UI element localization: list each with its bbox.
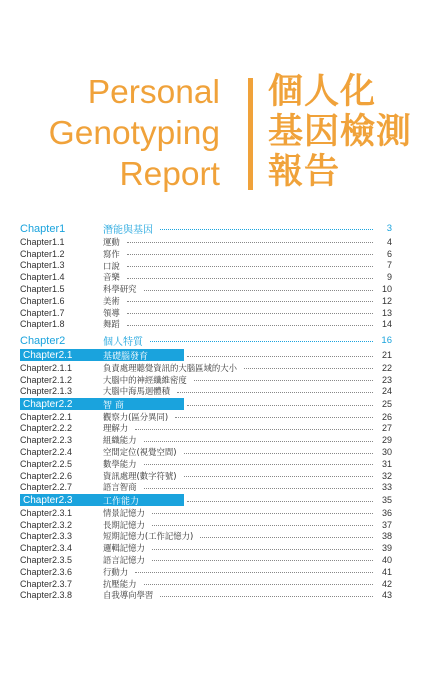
toc-item-title: 美術 xyxy=(103,295,120,306)
toc-dot-leader xyxy=(184,453,373,454)
toc-page-number: 29 xyxy=(381,435,392,446)
toc-item-title: 行動力 xyxy=(103,566,129,577)
toc-page-number: 38 xyxy=(381,531,392,542)
toc-dot-leader xyxy=(150,341,373,342)
toc-item-title: 舞蹈 xyxy=(103,319,120,330)
toc-page-number: 21 xyxy=(381,350,392,361)
toc-section-title: 基礎腦發育 xyxy=(103,351,149,362)
toc-item-row[interactable] xyxy=(20,236,392,248)
toc-item-row[interactable] xyxy=(20,578,392,590)
toc-item-number: Chapter2.3.1 xyxy=(20,507,73,518)
toc-dot-leader xyxy=(152,560,373,561)
toc-dot-leader xyxy=(200,537,373,538)
toc-item-row[interactable] xyxy=(20,385,392,397)
toc-page-number: 36 xyxy=(381,507,392,518)
toc-page-number: 41 xyxy=(381,566,392,577)
toc-dot-leader xyxy=(244,368,373,369)
toc-page-number: 32 xyxy=(381,470,392,481)
toc-item-title: 觀察力(區分異同) xyxy=(103,411,169,422)
toc-item-title: 短期記憶力(工作記憶力) xyxy=(103,531,194,542)
toc-page-number: 24 xyxy=(381,386,392,397)
toc-chapter-title: 個人特質 xyxy=(103,337,143,349)
toc-dot-leader xyxy=(127,301,373,302)
toc-item-title: 抗壓能力 xyxy=(103,578,137,589)
toc-item-number: Chapter1.6 xyxy=(20,295,65,306)
toc-dot-leader xyxy=(127,242,373,243)
toc-item-row[interactable] xyxy=(20,589,392,601)
toc-page-number: 14 xyxy=(381,319,392,330)
toc-item-number: Chapter1.8 xyxy=(20,319,65,330)
toc-dot-leader xyxy=(152,549,373,550)
toc-page-number: 33 xyxy=(381,482,392,493)
toc-page-number: 40 xyxy=(381,554,392,565)
toc-item-number: Chapter2.2.4 xyxy=(20,447,73,458)
toc-section-number: Chapter2.2 xyxy=(23,398,73,410)
title-zh-line-2: 基因檢測 xyxy=(268,112,413,152)
toc-item-title: 邏輯記憶力 xyxy=(103,543,145,554)
toc-item-number: Chapter1.1 xyxy=(20,236,65,247)
toc-dot-leader xyxy=(152,525,373,526)
toc-item-row[interactable] xyxy=(20,248,392,260)
toc-item-number: Chapter2.3.6 xyxy=(20,566,73,577)
toc-chapter-row[interactable] xyxy=(20,333,392,348)
toc-dot-leader xyxy=(187,356,373,357)
toc-item-number: Chapter1.3 xyxy=(20,260,65,271)
toc-dot-leader xyxy=(152,513,373,514)
toc-item-row[interactable] xyxy=(20,530,392,542)
toc-dot-leader xyxy=(187,405,373,406)
toc-item-title: 科學研究 xyxy=(103,284,137,295)
toc-dot-leader xyxy=(127,325,373,326)
title-divider-bar xyxy=(248,78,253,190)
toc-dot-leader xyxy=(187,501,373,502)
toc-page-number: 10 xyxy=(381,284,392,295)
toc-item-row[interactable] xyxy=(20,554,392,566)
toc-dot-leader xyxy=(144,488,374,489)
toc-item-row[interactable] xyxy=(20,470,392,482)
toc-item-row[interactable] xyxy=(20,319,392,331)
toc-item-number: Chapter2.2.2 xyxy=(20,423,73,434)
toc-page-number: 12 xyxy=(381,295,392,306)
title-en-line-1: Personal xyxy=(87,74,220,111)
toc-item-row[interactable] xyxy=(20,260,392,272)
toc-item-title: 理解力 xyxy=(103,423,129,434)
toc-page-number: 3 xyxy=(386,223,392,234)
table-of-contents xyxy=(20,221,392,601)
toc-dot-leader xyxy=(127,313,373,314)
toc-section-title: 工作能力 xyxy=(103,496,140,507)
toc-item-number: Chapter1.5 xyxy=(20,284,65,295)
toc-item-row[interactable] xyxy=(20,374,392,386)
toc-item-row[interactable] xyxy=(20,295,392,307)
toc-item-title: 自我導向學習 xyxy=(103,590,154,601)
toc-item-row[interactable] xyxy=(20,283,392,295)
toc-item-title: 語言智商 xyxy=(103,482,137,493)
toc-dot-leader xyxy=(127,266,373,267)
toc-chapter-row[interactable] xyxy=(20,221,392,236)
toc-section-row[interactable] xyxy=(20,493,392,507)
toc-item-row[interactable] xyxy=(20,566,392,578)
toc-page-number: 13 xyxy=(381,307,392,318)
toc-item-row[interactable] xyxy=(20,542,392,554)
toc-item-row[interactable] xyxy=(20,458,392,470)
toc-item-title: 負責處理聽覺資訊的大腦區域的大小 xyxy=(103,362,237,373)
toc-section-number: Chapter2.3 xyxy=(23,494,73,506)
toc-item-number: Chapter2.2.1 xyxy=(20,411,73,422)
toc-section-title: 智 商 xyxy=(103,400,124,411)
toc-item-number: Chapter2.3.7 xyxy=(20,578,73,589)
toc-dot-leader xyxy=(175,417,373,418)
toc-item-number: Chapter2.3.2 xyxy=(20,519,73,530)
title-en-line-3: Report xyxy=(119,156,220,193)
toc-dot-leader xyxy=(144,584,374,585)
toc-item-title: 寫作 xyxy=(103,248,120,259)
toc-item-title: 大腦中海馬迴體積 xyxy=(103,386,170,397)
toc-item-title: 音樂 xyxy=(103,272,120,283)
toc-chapter-number: Chapter2 xyxy=(20,334,66,347)
toc-item-number: Chapter2.2.3 xyxy=(20,435,73,446)
toc-section-highlight xyxy=(20,398,184,411)
toc-section-highlight xyxy=(20,349,184,362)
toc-dot-leader xyxy=(160,229,373,230)
toc-section-row[interactable] xyxy=(20,348,392,362)
toc-item-number: Chapter2.3.4 xyxy=(20,543,73,554)
toc-item-row[interactable] xyxy=(20,507,392,519)
toc-item-row[interactable] xyxy=(20,411,392,423)
toc-page-number: 37 xyxy=(381,519,392,530)
toc-dot-leader xyxy=(144,441,374,442)
toc-page-number: 31 xyxy=(381,458,392,469)
toc-page-number: 6 xyxy=(386,248,392,259)
toc-item-title: 運動 xyxy=(103,236,120,247)
toc-item-row[interactable] xyxy=(20,434,392,446)
toc-item-number: Chapter2.3.5 xyxy=(20,554,73,565)
toc-page-number: 42 xyxy=(381,578,392,589)
toc-item-title: 組織能力 xyxy=(103,435,137,446)
toc-page-number: 43 xyxy=(381,590,392,601)
toc-dot-leader xyxy=(160,596,373,597)
toc-page-number: 27 xyxy=(381,423,392,434)
toc-dot-leader xyxy=(177,392,373,393)
toc-item-title: 領導 xyxy=(103,307,120,318)
toc-item-number: Chapter2.1.1 xyxy=(20,362,73,373)
toc-item-number: Chapter2.3.8 xyxy=(20,590,73,601)
toc-dot-leader xyxy=(127,278,373,279)
toc-chapter-number: Chapter1 xyxy=(20,222,66,235)
toc-page-number: 25 xyxy=(381,399,392,410)
toc-page-number: 35 xyxy=(381,495,392,506)
toc-dot-leader xyxy=(144,290,374,291)
title-zh-line-3: 報告 xyxy=(268,152,341,192)
toc-item-title: 語言記憶力 xyxy=(103,554,145,565)
toc-item-row[interactable] xyxy=(20,307,392,319)
toc-dot-leader xyxy=(144,464,374,465)
toc-item-title: 長期記憶力 xyxy=(103,519,145,530)
report-title-english xyxy=(20,72,220,195)
toc-page-number: 39 xyxy=(381,543,392,554)
toc-item-number: Chapter1.4 xyxy=(20,272,65,283)
toc-item-title: 大腦中的神經纖維密度 xyxy=(103,374,187,385)
toc-item-number: Chapter2.2.6 xyxy=(20,470,73,481)
toc-page-number: 23 xyxy=(381,374,392,385)
toc-item-number: Chapter2.3.3 xyxy=(20,531,73,542)
toc-item-row[interactable] xyxy=(20,482,392,494)
toc-item-row[interactable] xyxy=(20,519,392,531)
toc-page-number: 4 xyxy=(386,236,392,247)
toc-page-number: 26 xyxy=(381,411,392,422)
toc-item-title: 資訊處理(數字符號) xyxy=(103,470,177,481)
toc-item-number: Chapter2.1.3 xyxy=(20,386,73,397)
toc-chapter-title: 潛能與基因 xyxy=(103,225,153,236)
toc-section-row[interactable] xyxy=(20,397,392,411)
title-zh-line-1: 個人化 xyxy=(268,72,377,112)
toc-page-number: 9 xyxy=(386,272,392,283)
toc-item-row[interactable] xyxy=(20,446,392,458)
toc-item-number: Chapter2.1.2 xyxy=(20,374,73,385)
report-title-chinese xyxy=(268,72,412,192)
toc-item-row[interactable] xyxy=(20,271,392,283)
toc-item-number: Chapter1.2 xyxy=(20,248,65,259)
toc-dot-leader xyxy=(127,254,373,255)
toc-dot-leader xyxy=(135,429,373,430)
toc-item-title: 口說 xyxy=(103,260,120,271)
toc-item-number: Chapter1.7 xyxy=(20,307,65,318)
toc-item-title: 空間定位(視覺空間) xyxy=(103,447,177,458)
toc-page-number: 22 xyxy=(381,362,392,373)
toc-dot-leader xyxy=(194,380,373,381)
toc-item-row[interactable] xyxy=(20,362,392,374)
toc-page-number: 7 xyxy=(386,260,392,271)
toc-item-number: Chapter2.2.5 xyxy=(20,458,73,469)
toc-item-title: 情景記憶力 xyxy=(103,507,145,518)
toc-section-number: Chapter2.1 xyxy=(23,349,73,361)
toc-item-title: 數學能力 xyxy=(103,458,137,469)
toc-dot-leader xyxy=(184,476,373,477)
toc-page-number: 30 xyxy=(381,447,392,458)
toc-section-highlight xyxy=(20,494,184,507)
toc-item-row[interactable] xyxy=(20,423,392,435)
toc-dot-leader xyxy=(135,572,373,573)
toc-item-number: Chapter2.2.7 xyxy=(20,482,73,493)
title-en-line-2: Genotyping xyxy=(48,115,220,152)
toc-page-number: 16 xyxy=(381,335,392,347)
